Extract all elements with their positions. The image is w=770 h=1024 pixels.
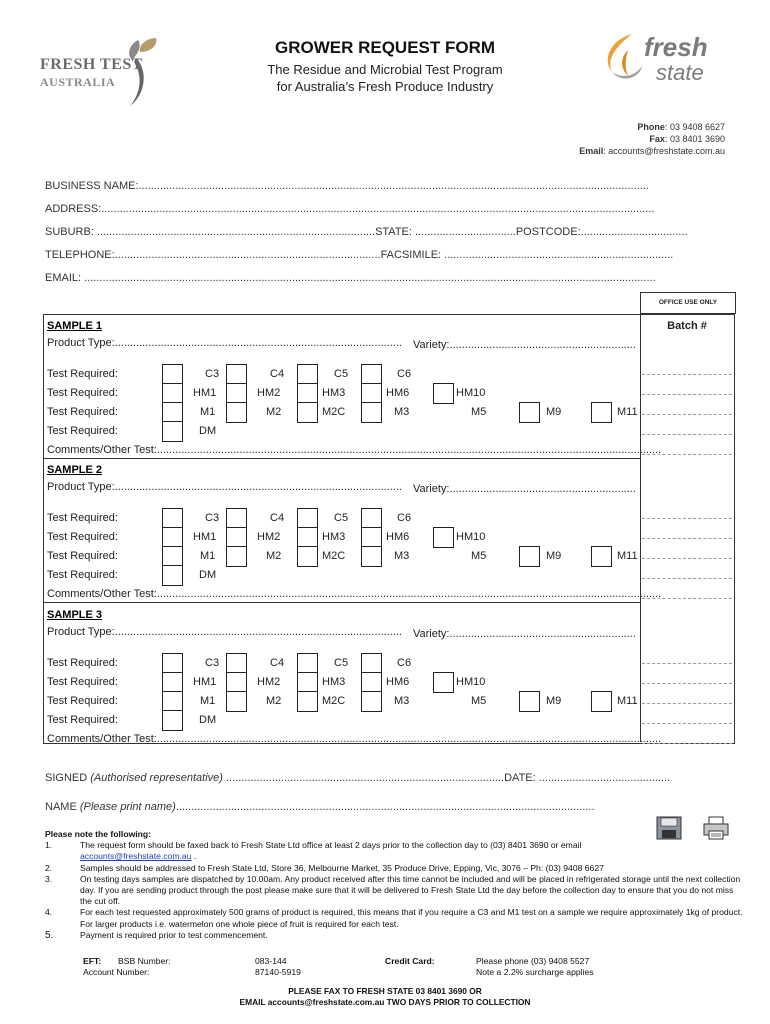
note-text: Samples should be addressed to Fresh State Ltd, Store 36, Melbourne Market, 35 Produce Drive, Epping, Vic, 3076 – Ph: (03) 9408 6627	[80, 862, 604, 873]
bsb-label: BSB Number:	[118, 956, 171, 966]
test-code-label: HM1	[193, 676, 217, 688]
test-code-label: M5	[471, 406, 487, 418]
batch-line[interactable]	[642, 558, 732, 559]
batch-line[interactable]	[642, 743, 732, 744]
test-checkbox[interactable]	[162, 546, 183, 567]
test-required-label: Test Required:	[47, 512, 118, 524]
footer-line2: EMAIL accounts@freshstate.com.au TWO DAYS PRIOR TO COLLECTION	[239, 997, 531, 1007]
test-code-label: HM1	[193, 387, 217, 399]
batch-line[interactable]	[642, 683, 732, 684]
note-text: For each test requested approximately 500 grams of product is required, this means that if you require a C3 and M1 test on a sample we require approximately 1kg of product. For larger products i.e. watermelon one whole piece of fruit is required for each test.	[80, 907, 743, 929]
email-link[interactable]: accounts@freshstate.com.au	[80, 851, 192, 862]
test-code-label: M9	[546, 695, 562, 707]
test-code-label: M5	[471, 550, 487, 562]
test-code-label: DM	[199, 425, 217, 437]
test-code-label: DM	[199, 714, 217, 726]
test-checkbox[interactable]	[361, 691, 382, 712]
test-checkbox[interactable]	[162, 672, 183, 693]
test-checkbox[interactable]	[361, 546, 382, 567]
batch-label: Batch #	[667, 320, 707, 332]
notes-section	[45, 829, 745, 941]
office-use-label: OFFICE USE ONLY	[640, 292, 736, 314]
comments-field[interactable]: Comments/Other Test:.....................................................................................................................................................................	[47, 588, 662, 600]
test-checkbox[interactable]	[297, 402, 318, 423]
test-checkbox[interactable]	[433, 672, 454, 693]
test-checkbox[interactable]	[297, 383, 318, 404]
test-checkbox[interactable]	[297, 508, 318, 529]
fax-label: Fax	[649, 134, 665, 144]
test-required-label: Test Required:	[47, 657, 118, 669]
name-dots: .........................................................................................................................................	[175, 801, 595, 813]
variety-field[interactable]: Variety:.............................................................	[413, 628, 636, 640]
fax-value: 03 8401 3690	[669, 134, 725, 144]
test-checkbox[interactable]	[226, 653, 247, 674]
batch-line[interactable]	[642, 374, 732, 375]
logo-left-line2: AUSTRALIA	[40, 75, 116, 89]
test-code-label: C4	[270, 512, 285, 524]
credit-card-surcharge: Note a 2.2% surcharge applies	[476, 967, 594, 977]
batch-line[interactable]	[642, 598, 732, 599]
test-checkbox[interactable]	[361, 383, 382, 404]
batch-line[interactable]	[642, 723, 732, 724]
test-code-label: M1	[200, 550, 216, 562]
note-number: 4.	[45, 907, 53, 918]
test-code-label: C6	[397, 657, 412, 669]
note-item	[45, 874, 745, 908]
variety-field[interactable]: Variety:.............................................................	[413, 483, 636, 495]
logo-right-line1: fresh	[644, 32, 708, 62]
test-code-label: C4	[270, 657, 285, 669]
test-checkbox[interactable]	[226, 402, 247, 423]
note-text: Payment is required prior to test commencement.	[80, 929, 268, 940]
batch-line[interactable]	[642, 703, 732, 704]
comments-field[interactable]: Comments/Other Test:.....................................................................................................................................................................	[47, 444, 662, 456]
test-checkbox[interactable]	[433, 383, 454, 404]
account-value: 87140-5919	[255, 967, 301, 977]
test-checkbox[interactable]	[226, 383, 247, 404]
note-number: 2.	[45, 862, 53, 873]
test-checkbox[interactable]	[297, 364, 318, 385]
test-checkbox[interactable]	[162, 527, 183, 548]
test-required-label: Test Required:	[47, 569, 118, 581]
test-checkbox[interactable]	[519, 546, 540, 567]
sample-title: SAMPLE 2	[47, 464, 103, 476]
test-code-label: M2C	[322, 695, 346, 707]
batch-line[interactable]	[642, 394, 732, 395]
test-code-label: C3	[205, 512, 220, 524]
test-code-label: C3	[205, 368, 220, 380]
form-title: GROWER REQUEST FORM	[274, 38, 496, 57]
test-checkbox[interactable]	[361, 364, 382, 385]
product-type-field[interactable]: Product Type:..............................................................................................	[47, 626, 402, 638]
note-number: 3.	[45, 873, 53, 884]
batch-line[interactable]	[642, 454, 732, 455]
notes-heading: Please note the following:	[45, 829, 151, 839]
signed-note: (Authorised representative)	[90, 772, 223, 784]
test-code-label: M3	[394, 406, 410, 418]
test-code-label: HM3	[322, 531, 346, 543]
test-checkbox[interactable]	[297, 653, 318, 674]
test-checkbox[interactable]	[361, 672, 382, 693]
test-checkbox[interactable]	[162, 383, 183, 404]
credit-card-label: Credit Card:	[385, 956, 435, 966]
test-checkbox[interactable]	[433, 527, 454, 548]
test-checkbox[interactable]	[226, 364, 247, 385]
test-checkbox[interactable]	[162, 364, 183, 385]
test-code-label: M9	[546, 406, 562, 418]
test-code-label: HM10	[456, 531, 486, 543]
test-checkbox[interactable]	[361, 653, 382, 674]
batch-line[interactable]	[642, 578, 732, 579]
test-checkbox[interactable]	[361, 402, 382, 423]
test-code-label: HM10	[456, 387, 486, 399]
name-field[interactable]	[45, 801, 595, 813]
logo-left-line1: FRESH TEST	[40, 56, 143, 73]
test-code-label: C5	[334, 657, 349, 669]
test-code-label: M1	[200, 695, 216, 707]
test-checkbox[interactable]	[226, 527, 247, 548]
test-required-label: Test Required:	[47, 550, 118, 562]
note-item	[45, 930, 745, 941]
test-code-label: M3	[394, 550, 410, 562]
note-item	[45, 863, 745, 874]
batch-line[interactable]	[642, 518, 732, 519]
subtitle-line1: The Residue and Microbial Test Program	[267, 62, 503, 77]
sample-separator	[43, 602, 641, 603]
test-required-label: Test Required:	[47, 368, 118, 380]
test-code-label: M2	[266, 695, 282, 707]
test-checkbox[interactable]	[519, 691, 540, 712]
test-code-label: HM6	[386, 387, 410, 399]
test-checkbox[interactable]	[297, 546, 318, 567]
sample-title: SAMPLE 1	[47, 320, 103, 332]
test-code-label: C6	[397, 368, 412, 380]
test-code-label: M3	[394, 695, 410, 707]
subtitle-line2: for Australia’s Fresh Produce Industry	[276, 79, 494, 94]
test-code-label: DM	[199, 569, 217, 581]
signed-dots: ...........................................................................................	[222, 772, 505, 784]
sample-separator	[43, 458, 641, 459]
email-label: Email	[579, 146, 604, 156]
credit-card-phone: Please phone (03) 9408 5527	[476, 956, 590, 966]
test-code-label: C4	[270, 368, 285, 380]
test-checkbox[interactable]	[162, 508, 183, 529]
name-label: NAME	[45, 801, 77, 813]
account-label: Account Number:	[83, 967, 150, 977]
email-field[interactable]: EMAIL: ...........................................................................................................................................................................................	[45, 272, 656, 284]
test-checkbox[interactable]	[361, 527, 382, 548]
test-code-label: M5	[471, 695, 487, 707]
test-required-label: Test Required:	[47, 714, 118, 726]
test-required-label: Test Required:	[47, 387, 118, 399]
address-field[interactable]: ADDRESS:.....................................................................................................................................................................................	[45, 203, 655, 215]
test-checkbox[interactable]	[297, 691, 318, 712]
signed-field[interactable]	[45, 772, 670, 784]
product-type-field[interactable]: Product Type:..............................................................................................	[47, 337, 402, 349]
test-code-label: HM2	[257, 531, 281, 543]
eft-label: EFT:	[83, 956, 102, 966]
note-text: The request form should be faxed back to Fresh State Ltd office at least 2 days prior to the collection day to (03) 8401 3690 or email	[80, 840, 582, 851]
test-code-label: HM3	[322, 676, 346, 688]
batch-line[interactable]	[642, 663, 732, 664]
test-checkbox[interactable]	[162, 710, 183, 731]
note-after: .	[191, 851, 197, 862]
test-code-label: M2C	[322, 406, 346, 418]
test-code-label: C3	[205, 657, 220, 669]
batch-line[interactable]	[642, 414, 732, 415]
batch-column-divider	[640, 314, 641, 742]
test-code-label: M2	[266, 550, 282, 562]
email-value: accounts@freshstate.com.au	[608, 146, 725, 156]
comments-field[interactable]: Comments/Other Test:.....................................................................................................................................................................	[47, 733, 662, 745]
telephone-facsimile-field[interactable]: TELEPHONE:.......................................................................................FACSIMILE: ...........................................................................	[45, 249, 674, 261]
test-checkbox[interactable]	[226, 508, 247, 529]
batch-line[interactable]	[642, 538, 732, 539]
test-code-label: C5	[334, 368, 349, 380]
bsb-value: 083-144	[255, 956, 287, 966]
contact-block: Phone: 03 9408 6627 Fax: 03 8401 3690 Email: accounts@freshstate.com.au	[579, 122, 725, 156]
suburb-state-postcode-field[interactable]: SUBURB: ...........................................................................................STATE: .................................POSTCODE:...................................	[45, 226, 688, 238]
batch-line[interactable]	[642, 434, 732, 435]
test-required-label: Test Required:	[47, 425, 118, 437]
test-code-label: C5	[334, 512, 349, 524]
test-checkbox[interactable]	[226, 546, 247, 567]
test-checkbox[interactable]	[226, 672, 247, 693]
test-code-label: HM2	[257, 387, 281, 399]
test-checkbox[interactable]	[162, 402, 183, 423]
test-code-label: M2	[266, 406, 282, 418]
note-item	[45, 840, 745, 862]
test-code-label: M1	[200, 406, 216, 418]
signed-label: SIGNED	[45, 772, 88, 784]
test-code-label: C6	[397, 512, 412, 524]
test-checkbox[interactable]	[162, 653, 183, 674]
test-required-label: Test Required:	[47, 695, 118, 707]
test-required-label: Test Required:	[47, 406, 118, 418]
test-checkbox[interactable]	[226, 691, 247, 712]
variety-field[interactable]: Variety:.............................................................	[413, 339, 636, 351]
test-checkbox[interactable]	[297, 672, 318, 693]
note-item	[45, 907, 745, 929]
date-field[interactable]: DATE: ...........................................	[504, 772, 671, 784]
test-code-label: HM3	[322, 387, 346, 399]
test-code-label: HM6	[386, 531, 410, 543]
name-note: (Please print name)	[79, 801, 176, 813]
test-code-label: HM1	[193, 531, 217, 543]
test-code-label: M11	[617, 550, 638, 562]
test-code-label: M11	[617, 406, 638, 418]
test-checkbox[interactable]	[297, 527, 318, 548]
note-text: On testing days samples are dispatched by 10.00am. Any product received after this time cannot be included and will be placed in refrigerated storage until the next collection day. If you are sending product through the post please make sure that it will be delivered to Fresh State Ltd the day before the collection day to ensure that you do not miss the cut off.	[80, 873, 741, 907]
test-checkbox[interactable]	[519, 402, 540, 423]
test-required-label: Test Required:	[47, 676, 118, 688]
product-type-field[interactable]: Product Type:..............................................................................................	[47, 481, 402, 493]
test-code-label: M11	[617, 695, 638, 707]
phone-value: 03 9408 6627	[669, 122, 725, 132]
test-code-label: HM10	[456, 676, 486, 688]
sample-title: SAMPLE 3	[47, 609, 103, 621]
note-number: 1.	[45, 840, 53, 851]
business-name-field[interactable]: BUSINESS NAME:.......................................................................................................................................................................	[45, 180, 649, 192]
note-number: 5.	[45, 929, 54, 941]
test-checkbox[interactable]	[162, 421, 183, 442]
test-checkbox[interactable]	[591, 546, 612, 567]
test-code-label: M2C	[322, 550, 346, 562]
test-checkbox[interactable]	[591, 691, 612, 712]
test-code-label: HM6	[386, 676, 410, 688]
phone-label: Phone	[637, 122, 665, 132]
footer-line1: PLEASE FAX TO FRESH STATE 03 8401 3690 OR	[288, 986, 482, 996]
test-code-label: M9	[546, 550, 562, 562]
test-checkbox[interactable]	[591, 402, 612, 423]
test-required-label: Test Required:	[47, 531, 118, 543]
test-checkbox[interactable]	[162, 565, 183, 586]
test-checkbox[interactable]	[162, 691, 183, 712]
test-checkbox[interactable]	[361, 508, 382, 529]
logo-right-line2: state	[656, 60, 704, 85]
test-code-label: HM2	[257, 676, 281, 688]
